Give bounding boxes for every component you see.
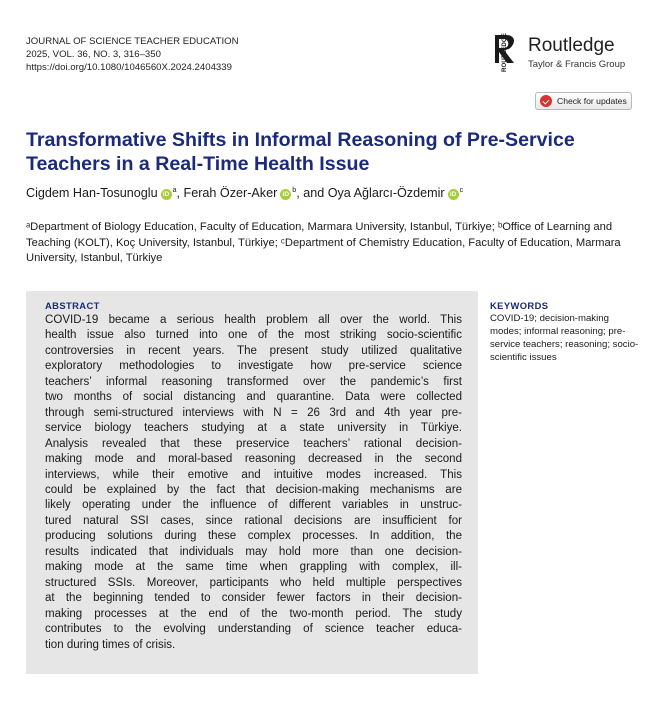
orcid-icon[interactable]: iD bbox=[280, 189, 291, 200]
abstract-line: contributes to the evolving understanding of science teacher educa- bbox=[45, 623, 462, 636]
abstract-heading: ABSTRACT bbox=[45, 300, 100, 311]
journal-name: JOURNAL OF SCIENCE TEACHER EDUCATION bbox=[26, 36, 239, 47]
abstract-line: service biology teachers studying at a state university in Türkiye. bbox=[45, 422, 462, 435]
abstract-line: at the beginning tended to consider fewer factors in their decision- bbox=[45, 592, 462, 605]
publisher-logo-text: ROUTLEDGE bbox=[501, 33, 508, 72]
affiliations: ᵃDepartment of Biology Education, Faculty of Education, Marmara University, Istanbul, Türkiye; ᵇOffice of Learning and Teaching (KOLT), Koç University, Istanbul, Türkiye; ᶜDepartment of Chemistry Education, Faculty of Education, Marmara University, Istanbul, Türkiye bbox=[26, 221, 621, 265]
routledge-logo-icon bbox=[492, 33, 518, 73]
author-affiliation-mark: c bbox=[459, 187, 464, 194]
author-name[interactable]: Ferah Özer-Aker bbox=[183, 186, 278, 200]
abstract-line: Analysis revealed that these preservice teachers’ rational decision- bbox=[45, 437, 462, 450]
abstract-line: teachers’ informal reasoning transformed over the pandemic’s first bbox=[45, 375, 462, 388]
abstract-line: tured natural SSI cases, since rational decisions are insufficient for bbox=[45, 514, 462, 527]
check-for-updates-button[interactable] bbox=[535, 92, 632, 110]
publisher-subtitle: Taylor & Francis Group bbox=[528, 59, 626, 70]
abstract-line: making mode at the same time when grappling with complex, ill- bbox=[45, 561, 462, 574]
abstract-line: could be explained by the fact that decision-making mechanisms are bbox=[45, 483, 462, 496]
abstract-line: two months of social distancing and quarantine. Data were collected bbox=[45, 391, 462, 404]
abstract-line: making processes at the end of the two-month period. The study bbox=[45, 607, 462, 620]
journal-info bbox=[26, 35, 239, 74]
abstract-line: structured SSIs. Moreover, participants who held multiple perspectives bbox=[45, 576, 462, 589]
author-separator: , bbox=[176, 186, 184, 200]
abstract-box bbox=[26, 291, 478, 674]
abstract-line: producing solutions during these complex processes. In addition, the bbox=[45, 530, 462, 543]
abstract-line: through semi-structured interviews with N = 26 3rd and 4th year pre- bbox=[45, 406, 462, 419]
publisher-logo[interactable] bbox=[492, 33, 642, 73]
article-title: Transformative Shifts in Informal Reasoning of Pre-Service Teachers in a Real-Time Health Issue bbox=[26, 129, 575, 175]
author-affiliation-mark: b bbox=[292, 187, 297, 194]
author-separator: , and bbox=[296, 186, 328, 200]
check-circle-icon bbox=[540, 95, 552, 107]
abstract-line: COVID-19 became a serious health problem all over the world. This bbox=[45, 314, 462, 326]
abstract-text bbox=[45, 313, 462, 653]
keywords-heading: KEYWORDS bbox=[490, 300, 549, 311]
author-affiliation-mark: a bbox=[172, 187, 177, 194]
abstract-line: making mode and moral-based reasoning decreased in the second bbox=[45, 453, 462, 466]
abstract-line: results indicated that individuals may hold more than one decision- bbox=[45, 545, 462, 558]
author-name[interactable]: Oya Ağlarcı-Özdemir bbox=[327, 186, 445, 200]
abstract-line: interviews, while their emotive and intuitive modes increased. This bbox=[45, 468, 462, 481]
abstract-line: tion during times of crisis. bbox=[45, 638, 176, 651]
orcid-icon[interactable]: iD bbox=[161, 189, 172, 200]
author-name[interactable]: Cigdem Han-Tosunoglu bbox=[26, 186, 158, 200]
journal-issue: 2025, VOL. 36, NO. 3, 316–350 bbox=[26, 49, 161, 60]
abstract-line: exploratory methodologies to investigate how pre-service science bbox=[45, 360, 462, 373]
abstract-line: likely operating under the influence of different variables in unstruc- bbox=[45, 499, 462, 512]
abstract-line: health issue also turned into one of the most striking socio-scientific bbox=[45, 329, 462, 342]
author-list bbox=[26, 186, 463, 200]
abstract-line: controversies in recent years. The present study utilized qualitative bbox=[45, 344, 462, 357]
keywords-text: COVID-19; decision-making modes; informal reasoning; pre-service teachers; reasoning; socio-scientific issues bbox=[490, 313, 639, 364]
orcid-icon[interactable]: iD bbox=[448, 189, 459, 200]
journal-doi-link[interactable]: https://doi.org/10.1080/1046560X.2024.2404339 bbox=[26, 62, 232, 73]
check-for-updates-label: Check for updates bbox=[557, 96, 627, 106]
publisher-name: Routledge bbox=[528, 35, 615, 56]
keywords-section bbox=[490, 300, 640, 364]
